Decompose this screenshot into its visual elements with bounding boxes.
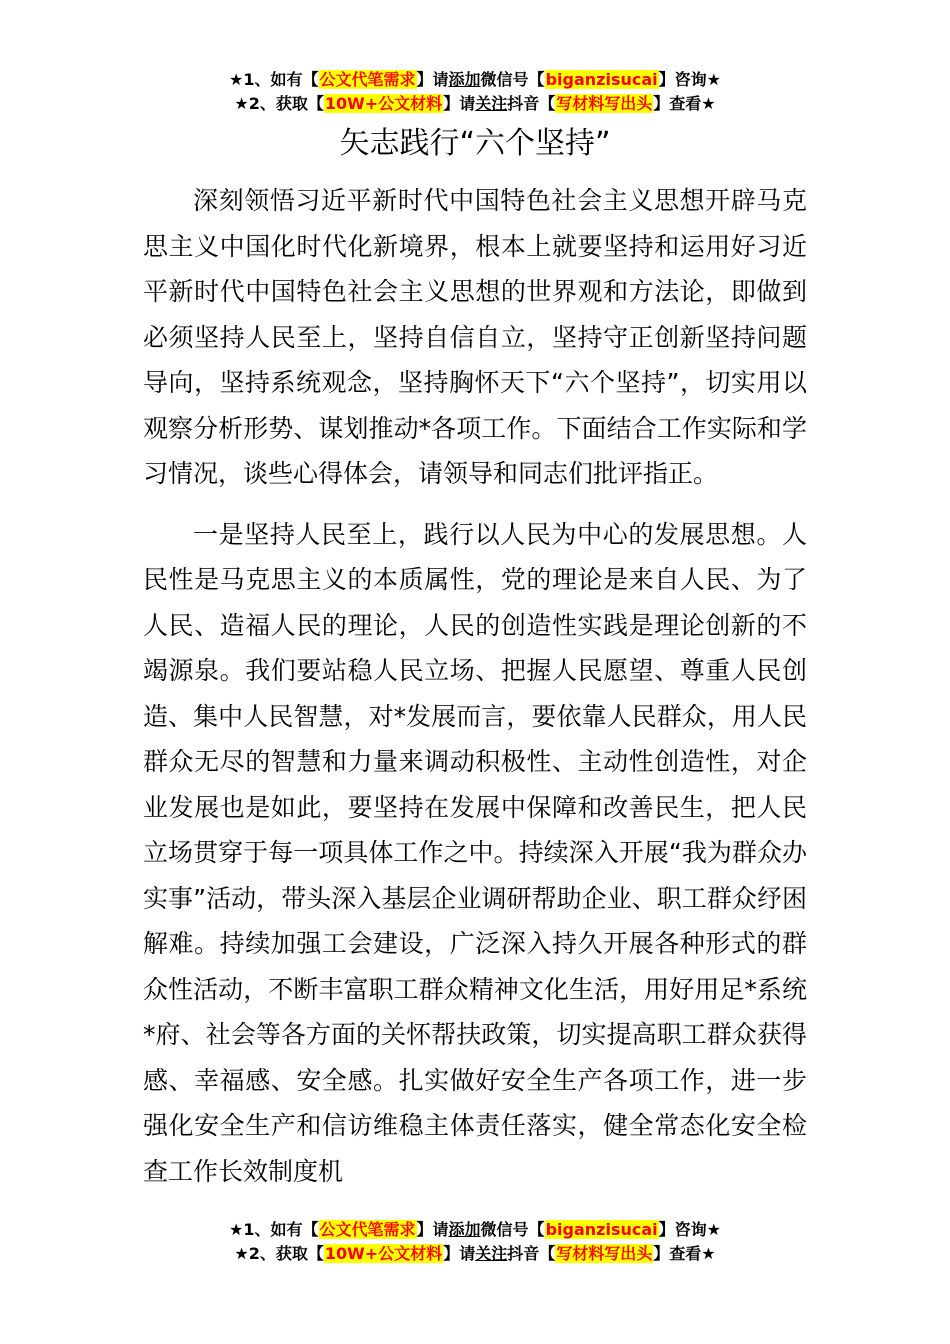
banner-highlight-materials: 10W+公文材料	[324, 1244, 443, 1263]
banner-highlight-douyin-id: 写材料写出头	[556, 94, 653, 113]
banner-text: 】查看★	[653, 94, 716, 113]
banner-highlight-wechat-id: biganzisucai	[545, 1220, 658, 1239]
banner-text: 微信号【	[480, 70, 545, 89]
banner-underlined-text: 添加	[448, 1220, 481, 1239]
banner-text: 】查看★	[653, 1244, 716, 1263]
banner-line-1	[0, 1218, 950, 1242]
banner-line-2	[0, 1242, 950, 1266]
banner-line-1	[0, 68, 950, 92]
footer-banner	[0, 1218, 950, 1266]
banner-text: 微信号【	[480, 1220, 545, 1239]
banner-text: 抖音【	[507, 1244, 556, 1263]
paragraph-intro: 深刻领悟习近平新时代中国特色社会主义思想开辟马克思主义中国化时代化新境界，根本上就要坚持和运用好习近平新时代中国特色社会主义思想的世界观和方法论，即做到必须坚持人民至上，坚持自信自立，坚持守正创新坚持问题导向，坚持系统观念，坚持胸怀天下“六个坚持”，切实用以观察分析形势、谋划推动*各项工作。下面结合工作实际和学习情况，谈些心得体会，请领导和同志们批评指正。	[143, 186, 807, 488]
banner-text: ★2、获取【	[234, 94, 324, 113]
banner-text: 】请	[443, 1244, 476, 1263]
banner-text: 】请	[416, 70, 449, 89]
banner-text: 】请	[443, 94, 476, 113]
banner-underlined-text: 添加	[448, 70, 481, 89]
document-title: 矢志践行“六个坚持”	[339, 126, 611, 161]
banner-highlight-materials: 10W+公文材料	[324, 94, 443, 113]
banner-highlight-wechat-id: biganzisucai	[545, 70, 658, 89]
banner-text: 】咨询★	[658, 1220, 721, 1239]
banner-underlined-text: 关注	[475, 94, 508, 113]
paragraph-point-1: 一是坚持人民至上，践行以人民为中心的发展思想。人民性是马克思主义的本质属性，党的理论是来自人民、为了人民、造福人民的理论，人民的创造性实践是理论创新的不竭源泉。我们要站稳人民立场、把握人民愿望、尊重人民创造、集中人民智慧，对*发展而言，要依靠人民群众，用人民群众无尽的智慧和力量来调动积极性、主动性创造性，对企业发展也是如此，要坚持在发展中保障和改善民生，把人民立场贯穿于每一项具体工作之中。持续深入开展“我为群众办实事”活动，带头深入基层企业调研帮助企业、职工群众纾困解难。持续加强工会建设，广泛深入持久开展各种形式的群众性活动，不断丰富职工群众精神文化生活，用好用足*系统*府、社会等各方面的关怀帮扶政策，切实提高职工群众获得感、幸福感、安全感。扎实做好安全生产各项工作，进一步强化安全生产和信访维稳主体责任落实，健全常态化安全检查工作长效制度机	[143, 519, 807, 1186]
banner-text: ★1、如有【	[229, 1220, 319, 1239]
banner-highlight-service: 公文代笔需求	[319, 1220, 416, 1239]
document-body	[143, 178, 807, 1209]
banner-text: ★2、获取【	[234, 1244, 324, 1263]
banner-highlight-service: 公文代笔需求	[319, 70, 416, 89]
banner-highlight-douyin-id: 写材料写出头	[556, 1244, 653, 1263]
banner-line-2	[0, 92, 950, 116]
header-banner	[0, 68, 950, 116]
banner-underlined-text: 关注	[475, 1244, 508, 1263]
banner-text: ★1、如有【	[229, 70, 319, 89]
banner-text: 】请	[416, 1220, 449, 1239]
banner-text: 】咨询★	[658, 70, 721, 89]
banner-text: 抖音【	[507, 94, 556, 113]
